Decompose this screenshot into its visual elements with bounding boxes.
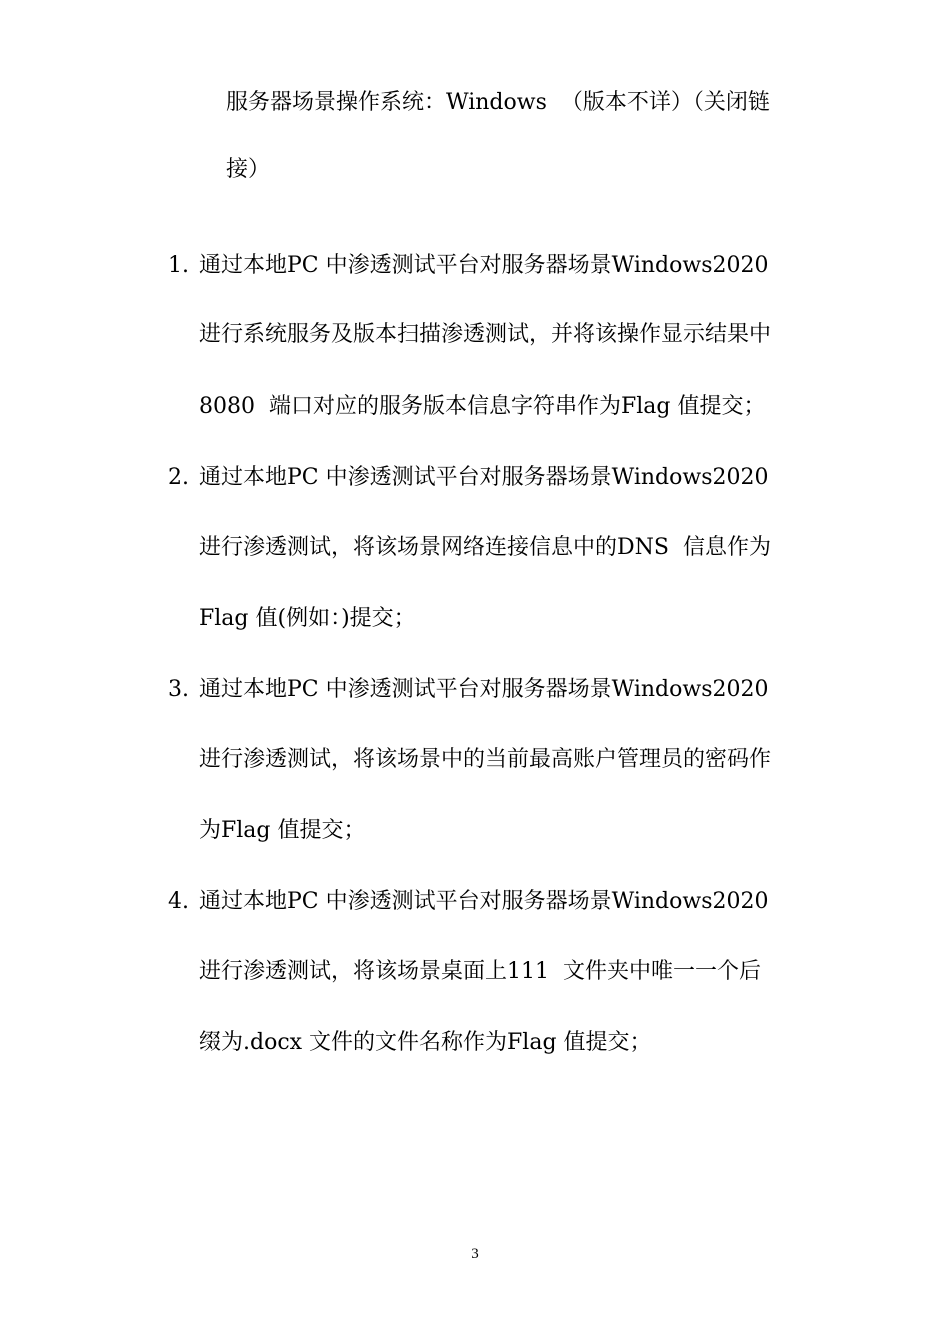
- task-2-number: 2.: [168, 465, 189, 490]
- task-1-line-1: 通过本地PC 中渗透测试平台对服务器场景Windows2020: [199, 253, 769, 278]
- task-2-line-1: 通过本地PC 中渗透测试平台对服务器场景Windows2020: [199, 465, 769, 490]
- task-3-line-3: 为Flag 值提交；: [199, 818, 366, 843]
- task-2-line-3: Flag 值(例如：)提交；: [199, 606, 416, 631]
- task-4-line-3: 缀为.docx 文件的文件名称作为Flag 值提交；: [199, 1030, 652, 1055]
- intro-line-1: 服务器场景操作系统：Windows （版本不详）（关闭链: [226, 90, 770, 115]
- task-2-line-2: 进行渗透测试，将该场景网络连接信息中的DNS 信息作为: [199, 535, 771, 560]
- task-3-number: 3.: [168, 677, 189, 702]
- task-1-line-3: 8080 端口对应的服务版本信息字符串作为Flag 值提交；: [199, 394, 766, 419]
- task-1-line-2: 进行系统服务及版本扫描渗透测试，并将该操作显示结果中: [199, 322, 772, 347]
- task-3-line-1: 通过本地PC 中渗透测试平台对服务器场景Windows2020: [199, 677, 769, 702]
- task-4-line-2: 进行渗透测试，将该场景桌面上111 文件夹中唯一一个后: [199, 959, 761, 984]
- task-1-number: 1.: [168, 253, 189, 278]
- intro-line-2: 接）: [226, 157, 271, 182]
- task-4-number: 4.: [168, 889, 189, 914]
- page-number: 3: [471, 1246, 479, 1262]
- task-4-line-1: 通过本地PC 中渗透测试平台对服务器场景Windows2020: [199, 889, 769, 914]
- task-3-line-2: 进行渗透测试，将该场景中的当前最高账户管理员的密码作: [199, 747, 772, 772]
